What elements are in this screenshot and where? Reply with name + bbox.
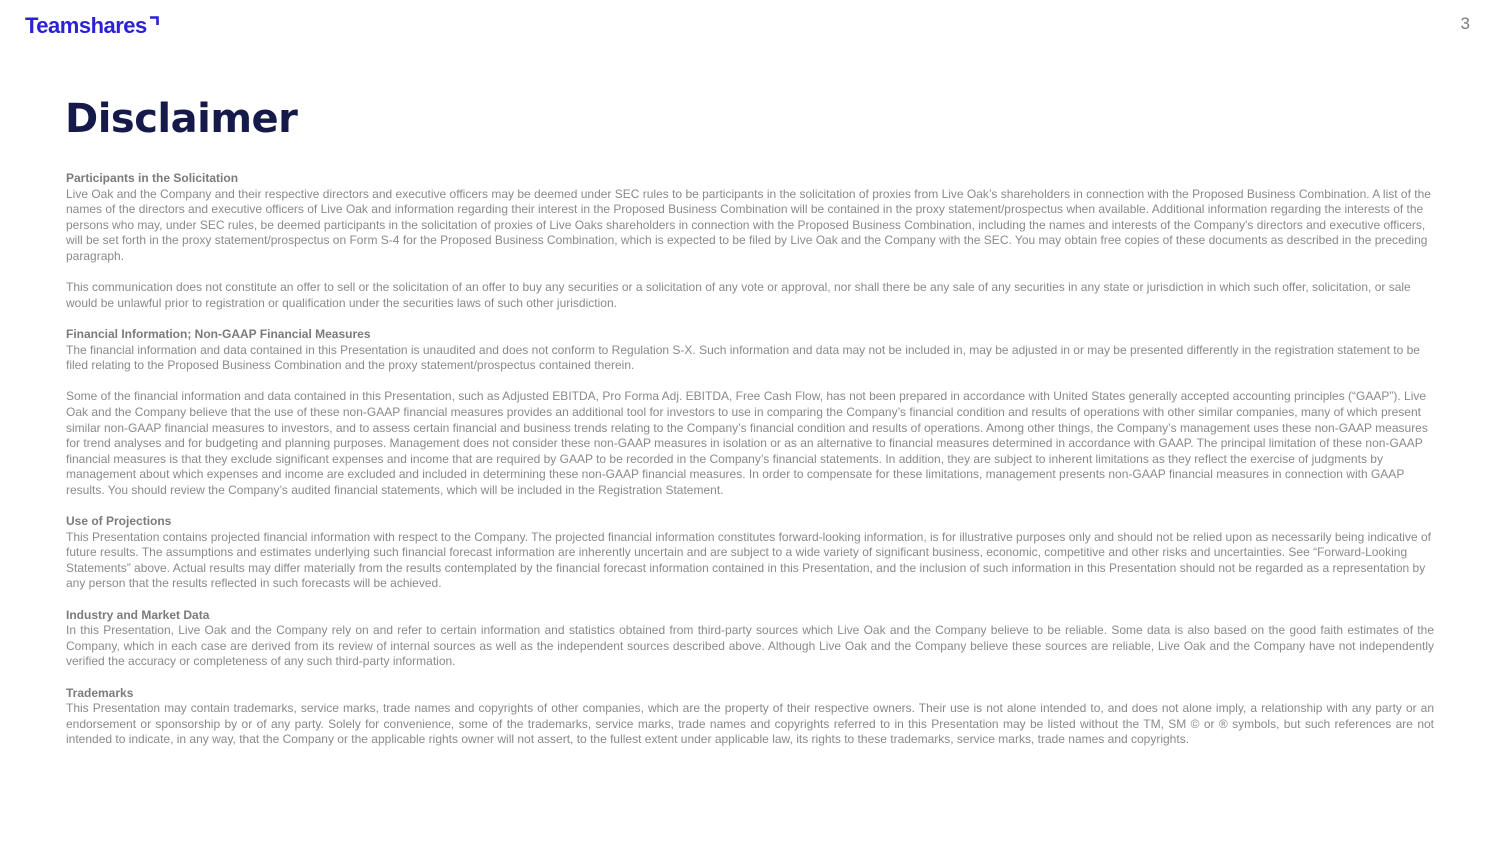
section-industry-market-data bbox=[66, 608, 1434, 670]
section-heading: Use of Projections bbox=[66, 514, 172, 529]
section-financial-information bbox=[66, 327, 1434, 499]
section-participants bbox=[66, 171, 1434, 311]
section-paragraph: Some of the financial information and data contained in this Presentation, such as Adjusted EBITDA, Pro Forma Adj. EBITDA, Free Cash Flow, has not been prepared in accordance with United States generally accepted accounting principles (“GAAP”). Live Oak and the Company believe that the use of these non-GAAP financial measures provides an additional tool for investors to use in comparing the Company’s financial condition and results of operations with other similar companies, many of which present similar non-GAAP financial measures to investors, and to assess certain financial and business trends relating to the Company’s financial condition and results of operations. Among other things, the Company’s management uses these non-GAAP measures for trend analyses and for budgeting and planning purposes. Management does not consider these non-GAAP measures in isolation or as an alternative to financial measures determined in accordance with GAAP. The principal limitation of these non-GAAP financial measures is that they exclude significant expenses and income that are required by GAAP to be recorded in the Company’s financial statements. In addition, they are subject to inherent limitations as they reflect the exercise of judgments by management about which expenses and income are excluded and included in determining these non-GAAP financial measures. In order to compensate for these limitations, management presents non-GAAP financial measures in connection with GAAP results. You should review the Company’s audited financial statements, which will be included in the Registration Statement. bbox=[66, 389, 1428, 497]
page-title: Disclaimer bbox=[65, 96, 298, 142]
section-paragraph: This communication does not constitute an offer to sell or the solicitation of an offer to buy any securities or a solicitation of any vote or approval, nor shall there be any sale of any securities in any state or jurisdiction in which such offer, solicitation, or sale would be unlawful prior to registration or qualification under the securities laws of such other jurisdiction. bbox=[66, 280, 1411, 310]
section-paragraph: The financial information and data contained in this Presentation is unaudited and does not conform to Regulation S-X. Such information and data may not be included in, may be adjusted in or may be presented differently in the registration statement to be filed relating to the Proposed Business Combination and the proxy statement/prospectus contained therein. bbox=[66, 342, 1420, 373]
section-paragraph: In this Presentation, Live Oak and the Company rely on and refer to certain information and statistics obtained from third-party sources which Live Oak and the Company believe to be reliable. Some data is also based on the good faith estimates of the Company, which in each case are derived from its review of internal sources as well as the independent sources described above. Although Live Oak and the Company believe these sources are reliable, Live Oak and the Company have not independently verified the accuracy or completeness of any such third-party information. bbox=[66, 623, 1434, 669]
section-paragraph: This Presentation may contain trademarks, service marks, trade names and copyrights of other companies, which are the property of their respective owners. Their use is not alone intended to, and does not alone imply, a relationship with any party or an endorsement or sponsorship by or of any party. Solely for convenience, some of the trademarks, service marks, trade names and copyrights referred to in this Presentation may be listed without the TM, SM © or ® symbols, but such references are not intended to indicate, in any way, that the Company or the applicable rights owner will not assert, to the fullest extent under applicable law, its rights to these trademarks, service marks, trade names and copyrights. bbox=[66, 701, 1434, 747]
section-heading: Trademarks bbox=[66, 685, 134, 700]
section-paragraph: This Presentation contains projected financial information with respect to the Company. The projected financial information constitutes forward-looking information, is for illustrative purposes only and should not be relied upon as necessarily being indicative of future results. The assumptions and estimates underlying such financial forecast information are inherently uncertain and are subject to a wide variety of significant business, economic, competitive and other risks and uncertainties. See “Forward-Looking Statements” above. Actual results may differ materially from the results contemplated by the financial forecast information contained in this Presentation, and the inclusion of such information in this Presentation should not be regarded as a representation by any person that the results reflected in such forecasts will be achieved. bbox=[66, 529, 1431, 591]
section-use-of-projections bbox=[66, 514, 1434, 592]
section-trademarks bbox=[66, 686, 1434, 748]
section-paragraph: Live Oak and the Company and their respective directors and executive officers may be deemed under SEC rules to be participants in the solicitation of proxies from Live Oak’s shareholders in connection with the Proposed Business Combination. A list of the names of the directors and executive officers of Live Oak and information regarding their interest in the Proposed Business Combination will be contained in the proxy statement/prospectus when available. Additional information regarding the interests of the persons who may, under SEC rules, be deemed participants in the solicitation of proxies of Live Oaks shareholders in connection with the Proposed Business Combination, including the names and interests of the Company's directors and executive officers, will be set forth in the proxy statement/prospectus on Form S-4 for the Proposed Business Combination, which is expected to be filed by Live Oak and the Company with the SEC. You may obtain free copies of these documents as described in the preceding paragraph. bbox=[66, 186, 1431, 263]
logo-text: Teamshares bbox=[25, 13, 147, 38]
corner-bracket-icon bbox=[149, 16, 159, 26]
teamshares-logo bbox=[25, 12, 159, 40]
section-heading: Participants in the Solicitation bbox=[66, 171, 239, 185]
section-heading: Industry and Market Data bbox=[66, 607, 210, 622]
disclaimer-body bbox=[66, 171, 1434, 764]
page-number: 3 bbox=[1460, 14, 1470, 33]
section-heading: Financial Information; Non-GAAP Financial Measures bbox=[66, 326, 371, 341]
